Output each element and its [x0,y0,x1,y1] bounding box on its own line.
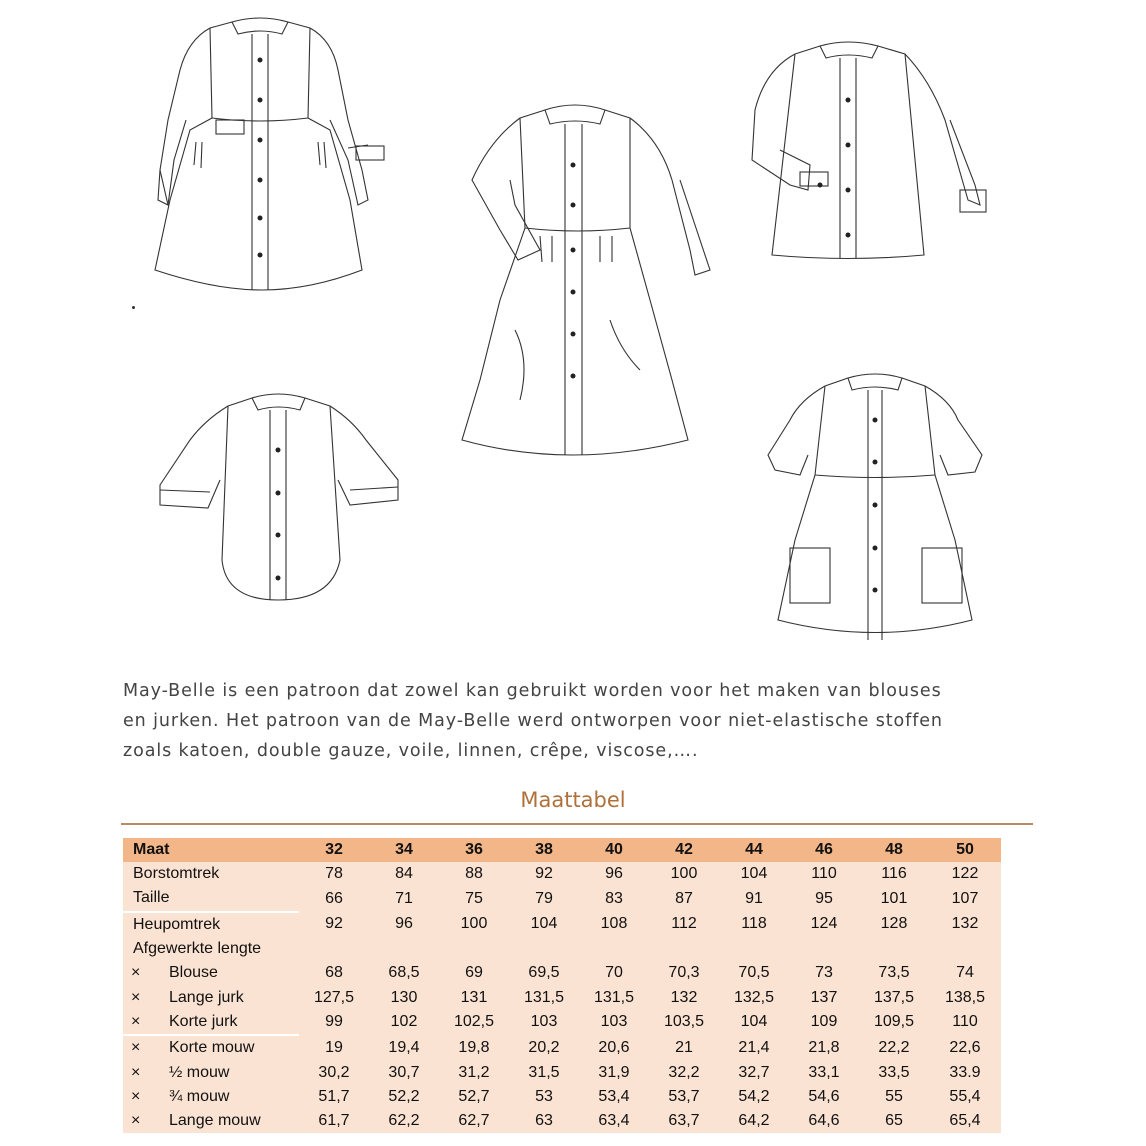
measurement-value: 108 [579,912,649,937]
measurement-row [123,1010,1001,1035]
measurement-value: 21,8 [789,1035,859,1060]
measurement-row [123,1085,1001,1109]
measurement-row [123,886,1001,911]
measurement-value: 128 [859,912,929,937]
bullet-icon: × [131,1012,141,1030]
measurement-value: 52,2 [369,1085,439,1109]
measurement-value: 71 [369,886,439,911]
measurement-label [123,1085,299,1109]
measurement-row [123,985,1001,1009]
measurement-value: 69,5 [509,961,579,985]
measurement-value: 88 [439,862,509,886]
measurement-value: 70 [579,961,649,985]
measurement-value: 109 [789,1010,859,1035]
measurement-value: 51,7 [299,1085,369,1109]
measurement-label-text: Heupomtrek [133,915,221,933]
measurement-label [123,961,299,985]
measurement-value: 107 [929,886,1001,911]
intro-line-1: May-Belle is een patroon dat zowel kan gebruikt worden voor het maken van blouses [123,681,942,701]
measurement-value: 22,2 [859,1035,929,1060]
measurement-label [123,985,299,1009]
measurement-value: 68 [299,961,369,985]
measurement-value: 96 [579,862,649,886]
intro-text [123,676,1043,766]
measurement-label [123,937,299,961]
measurement-value: 132 [649,985,719,1009]
measurement-label-text: Blouse [169,964,218,982]
measurement-row [123,862,1001,886]
measurement-value: 64,6 [789,1109,859,1133]
measurement-value: 21 [649,1035,719,1060]
measurement-row [123,1109,1001,1133]
measurement-value: 91 [719,886,789,911]
measurement-value: 19,4 [369,1035,439,1060]
measurement-value: 30,2 [299,1060,369,1084]
measurement-value: 100 [439,912,509,937]
measurement-value: 68,5 [369,961,439,985]
measurement-value: 131,5 [509,985,579,1009]
measurement-value [789,937,859,961]
measurement-label-text: ½ mouw [169,1063,230,1081]
intro-line-2: en jurken. Het patroon van de May-Belle werd ontworpen voor niet-elastische stoffen [123,711,943,731]
measurement-value: 79 [509,886,579,911]
measurement-value: 55 [859,1085,929,1109]
measurement-label-text: Korte jurk [169,1012,238,1030]
measurement-value: 104 [719,1010,789,1035]
measurement-label-text: Borstomtrek [133,865,220,883]
measurement-row [123,961,1001,985]
measurement-value: 73,5 [859,961,929,985]
measurement-value: 102 [369,1010,439,1035]
measurement-value [859,937,929,961]
measurement-value: 116 [859,862,929,886]
measurement-value: 104 [509,912,579,937]
measurement-value: 69 [439,961,509,985]
bullet-icon: × [131,1087,141,1105]
measurement-value: 65,4 [929,1109,1001,1133]
measurement-value: 109,5 [859,1010,929,1035]
size-header-cell: 42 [649,838,719,862]
measurement-value: 19 [299,1035,369,1060]
illustration-long-dress [462,105,710,455]
measurement-value: 83 [579,886,649,911]
measurement-row [123,937,1001,961]
measurement-value: 74 [929,961,1001,985]
size-header-cell: 40 [579,838,649,862]
measurement-value: 32,2 [649,1060,719,1084]
table-title: Maattabel [520,788,626,812]
measurement-row [123,1035,1001,1060]
measurement-value: 31,2 [439,1060,509,1084]
measurement-label [123,1035,299,1060]
size-header-cell: 34 [369,838,439,862]
measurement-value: 62,7 [439,1109,509,1133]
measurement-value: 62,2 [369,1109,439,1133]
measurement-label-text: Lange jurk [169,988,244,1006]
measurement-row [123,912,1001,937]
measurement-value [929,937,1001,961]
measurement-value: 124 [789,912,859,937]
bullet-icon: × [131,964,141,982]
measurement-value: 101 [859,886,929,911]
measurement-value: 55,4 [929,1085,1001,1109]
measurement-value: 127,5 [299,985,369,1009]
measurement-value: 53,4 [579,1085,649,1109]
bullet-icon: × [131,1112,141,1130]
measurement-value: 96 [369,912,439,937]
measurement-value: 137 [789,985,859,1009]
measurement-value: 110 [789,862,859,886]
measurement-value: 53,7 [649,1085,719,1109]
size-header-cell: 50 [929,838,1001,862]
measurement-value: 99 [299,1010,369,1035]
measurement-value [649,937,719,961]
measurement-value: 63,7 [649,1109,719,1133]
measurement-value: 66 [299,886,369,911]
measurement-value: 20,6 [579,1035,649,1060]
measurement-label-text: ¾ mouw [169,1087,230,1105]
size-header-cell: 48 [859,838,929,862]
size-header-cell: 36 [439,838,509,862]
measurement-value [299,937,369,961]
measurement-value: 20,2 [509,1035,579,1060]
title-divider [121,823,1033,825]
measurement-value: 132 [929,912,1001,937]
measurement-label-text: Afgewerkte lengte [133,940,262,958]
measurement-value: 84 [369,862,439,886]
measurement-value [509,937,579,961]
measurement-value: 122 [929,862,1001,886]
stray-dot [132,306,135,309]
measurement-value: 137,5 [859,985,929,1009]
measurement-value: 131 [439,985,509,1009]
illustration-blouse-long-sleeve [752,42,986,259]
measurement-value: 33,1 [789,1060,859,1084]
illustration-dress-pockets [768,374,982,640]
measurement-row [123,1060,1001,1084]
measurement-label [123,886,299,911]
measurement-value: 130 [369,985,439,1009]
measurement-label [123,912,299,937]
size-header-cell: 38 [509,838,579,862]
measurement-value: 53 [509,1085,579,1109]
measurement-value [579,937,649,961]
measurement-label [123,1109,299,1133]
measurement-value: 31,9 [579,1060,649,1084]
measurement-value: 102,5 [439,1010,509,1035]
measurement-value [439,937,509,961]
measurement-label-text: Lange mouw [169,1112,261,1130]
measurement-value: 32,7 [719,1060,789,1084]
measurement-value: 70,3 [649,961,719,985]
measurement-value: 95 [789,886,859,911]
measurement-value: 22,6 [929,1035,1001,1060]
measurement-value [369,937,439,961]
measurement-value: 33,5 [859,1060,929,1084]
size-table [123,838,1001,1133]
size-header-cell: 44 [719,838,789,862]
measurement-value: 21,4 [719,1035,789,1060]
measurement-value: 87 [649,886,719,911]
measurement-value: 52,7 [439,1085,509,1109]
measurement-value: 132,5 [719,985,789,1009]
measurement-label-text: Taille [133,889,170,907]
measurement-value: 64,2 [719,1109,789,1133]
size-header-row [123,838,1001,862]
measurement-value: 100 [649,862,719,886]
measurement-value: 118 [719,912,789,937]
measurement-value: 31,5 [509,1060,579,1084]
measurement-value: 63,4 [579,1109,649,1133]
measurement-value: 63 [509,1109,579,1133]
illustration-short-dress-long-sleeve [155,18,384,290]
bullet-icon: × [131,988,141,1006]
measurement-value: 138,5 [929,985,1001,1009]
measurement-label [123,862,299,886]
size-header-cell: 32 [299,838,369,862]
measurement-value [719,937,789,961]
bullet-icon: × [131,1039,141,1057]
measurement-value: 103 [579,1010,649,1035]
measurement-value: 112 [649,912,719,937]
measurement-label [123,1060,299,1084]
measurement-value: 75 [439,886,509,911]
measurement-value: 110 [929,1010,1001,1035]
measurement-value: 104 [719,862,789,886]
bullet-icon: × [131,1063,141,1081]
illustration-blouse-short-sleeve [160,394,398,600]
measurement-value: 92 [299,912,369,937]
measurement-value: 103,5 [649,1010,719,1035]
size-header-cell: 46 [789,838,859,862]
measurement-value: 73 [789,961,859,985]
measurement-value: 30,7 [369,1060,439,1084]
measurement-value: 70,5 [719,961,789,985]
measurement-label [123,1010,299,1035]
intro-line-3: zoals katoen, double gauze, voile, linnen, crêpe, viscose,…. [123,741,699,761]
measurement-value: 65 [859,1109,929,1133]
measurement-value: 33.9 [929,1060,1001,1084]
measurement-value: 61,7 [299,1109,369,1133]
measurement-value: 78 [299,862,369,886]
measurement-value: 131,5 [579,985,649,1009]
measurement-value: 92 [509,862,579,886]
measurement-value: 19,8 [439,1035,509,1060]
measurement-label-text: Korte mouw [169,1039,255,1057]
measurement-value: 54,6 [789,1085,859,1109]
measurement-value: 54,2 [719,1085,789,1109]
size-header-label: Maat [123,838,299,862]
measurement-value: 103 [509,1010,579,1035]
